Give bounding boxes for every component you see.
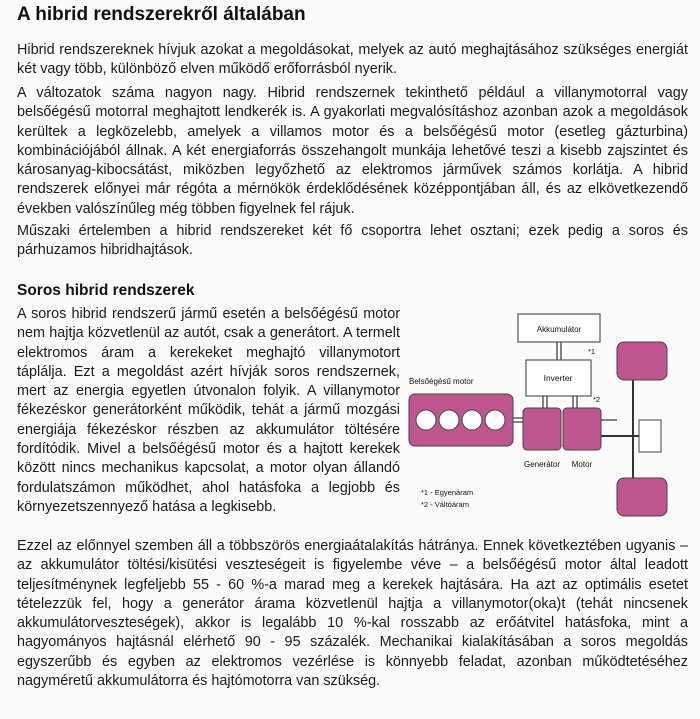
page-title: A hibrid rendszerekről általában (17, 4, 306, 25)
inverter-label: Inverter (543, 373, 573, 383)
generator-label: Generátor (523, 460, 561, 469)
engine-label: Belsőégésű motor (409, 377, 474, 386)
efficiency-paragraph: Ezzel az előnnyel szemben áll a többszörös energiaátalakítás hátránya. Ennek következtében ugyanis – az akkumulátor töltési/kisütési veszteségeit is figyelembe véve – a belsőégésű motor által leadott teljesítménynek legfeljebb 55 - 60 %-a marad meg a kerekek hajtására. Ha azt az optimális esetet tételezzük fel, hogy a generátor árama közvetlenül hajtja a villanymotor(oka)t (tehát nincsenek akkumulátorveszteségek), akkor is legalább 10 %-kal rosszabb az erőátvitel hatásfoka, mint a hagyományos hajtásnál elérhető 90 - 95 százalék. Mechanikai kialakításában a soros megoldás egyszerűbb és egyben az elektromos vezérlése is könnyebb feladat, azonban működtetéséhez nagyméretű akkumulátorra és hajtómotorra van szükség. (17, 538, 688, 690)
legend-dc: *1 - Egyenáram (421, 488, 474, 497)
variants-paragraph: A változatok száma nagyon nagy. Hibrid rendszernek tekinthető például a villanymotorral vagy belsőégésű motorral meghajtott lendkerék is. A gyakorlati megvalósításhoz azonban azok a megoldások kerültek a legközelebb, amelyek a villamos motor és a belsőégésű motor (esetleg gázturbina) kombinációjából állnak. A két energiaforrás összehangolt munkája lehetővé teszi a kisebb zajszintet és károsanyag-kibocsátást, miközben legyőzhető az elektromos járművek számos korlátja. A hibrid rendszerek előnyei már régóta a mérnökök érdeklődésének középpontjában áll, és az elkövetkezendő években valószínűleg még többen figyelnek fel rájuk. (17, 85, 688, 217)
generator-block (523, 408, 561, 450)
battery-label: Akkumulátor (536, 325, 582, 334)
intro-paragraph: Hibrid rendszereknek hívjuk azokat a megoldásokat, melyek az autó meghajtásához szükséges energiát két vagy több, különböző elven működő erőforrásból nyerik. (17, 42, 688, 78)
differential-box (639, 420, 661, 452)
dc-marker: *1 (588, 347, 596, 356)
motor-block (563, 408, 601, 450)
ac-marker: *2 (593, 395, 601, 404)
motor-label: Motor (571, 460, 593, 469)
classification-paragraph: Műszaki értelemben a hibrid rendszereket két fő csoportra lehet osztani; ezek pedig a soros és párhuzamos hibridhajtások. (17, 223, 688, 259)
wheel-rear (617, 478, 667, 516)
series-hybrid-paragraph: A soros hibrid rendszerű jármű esetén a belsőégésű motor nem hajtja közvetlenül az autót, csak a generátort. A termelt elektromos áram a kerekeket meghajtó villanymotort táplálja. Ezt a megoldást azért hívják soros rendszernek, mert az energia egyetlen útvonalon folyik. A villanymotor fékezéskor generátorként működik, tehát a jármű mozgási energiája fékezéskor részben az akkumulátor töltésére fordítódik. Mivel a belsőégésű motor és a hajtott kerekek között nincs mechanikus kapcsolat, a motor olyan állandó fordulatszámon működhet, ahol hatásfoka a legjobb és környezetszennyező hatása a legkisebb. (17, 306, 400, 515)
wheel-front (617, 342, 667, 380)
legend-ac: *2 - Váltóáram (421, 500, 469, 509)
section-title: Soros hibrid rendszerek (17, 282, 195, 299)
series-hybrid-diagram (405, 308, 695, 530)
